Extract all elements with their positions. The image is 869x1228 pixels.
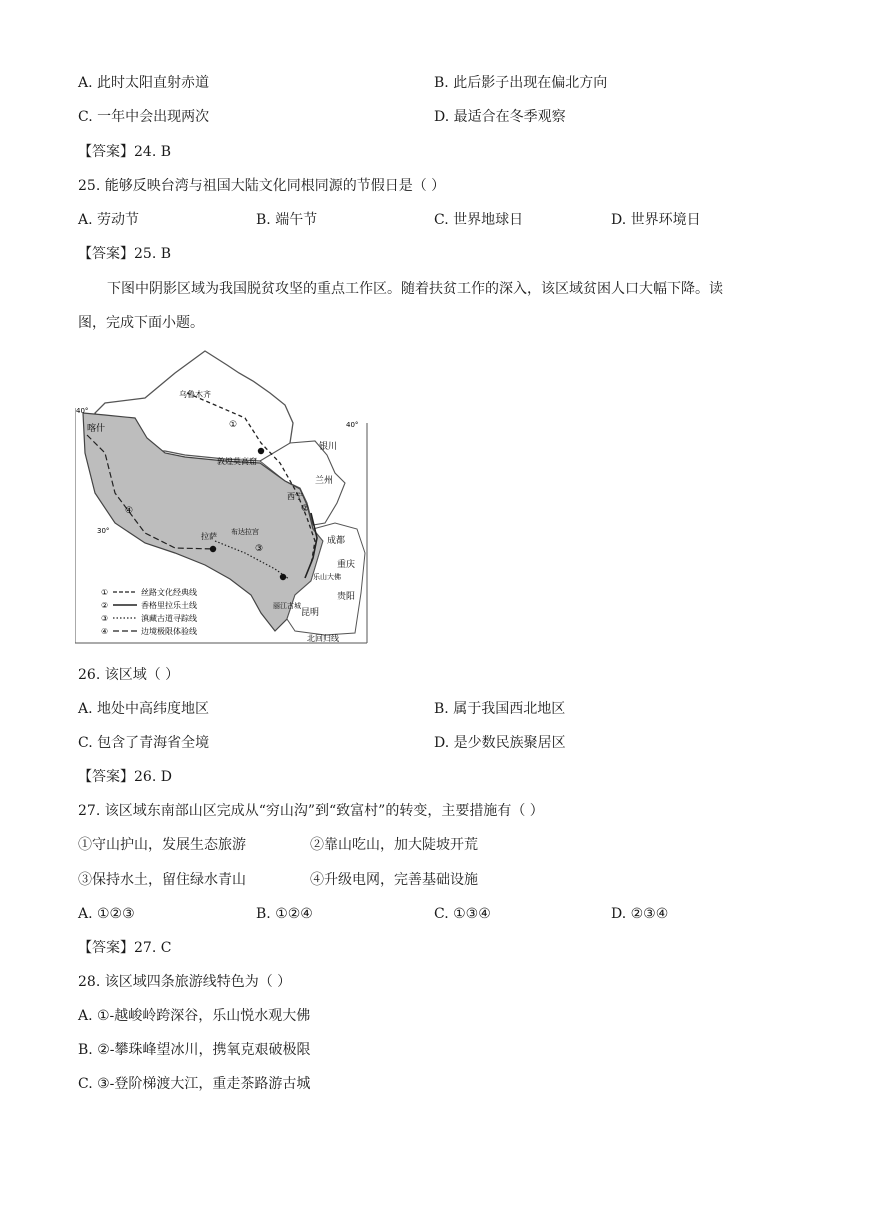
legend-label-3: 滇藏古道寻踪线 <box>141 614 197 623</box>
q27-answer: 【答案】27. C <box>78 940 172 956</box>
map-route-marker: ① <box>229 420 238 430</box>
q25-option-b: B. 端午节 <box>256 212 318 228</box>
legend-label-2: 香格里拉乐土线 <box>141 601 197 610</box>
map-route-marker: ③ <box>255 544 264 554</box>
q25-question: 25. 能够反映台湾与祖国大陆文化同根同源的节假日是（ ） <box>78 178 446 194</box>
map-route-marker: ② <box>301 504 310 514</box>
q27-measure-1: ①守山护山，发展生态旅游 <box>78 837 246 853</box>
q24-answer: 【答案】24. B <box>78 144 172 160</box>
map-label-potala: 布达拉宫 <box>231 528 259 536</box>
legend-label-4: 边境极限体验线 <box>141 627 197 636</box>
q24-option-c: C. 一年中会出现两次 <box>78 109 210 125</box>
q27-option-a: A. ①②③ <box>78 906 135 922</box>
map-label-kashgar: 喀什 <box>87 424 106 434</box>
q25-option-c: C. 世界地球日 <box>434 212 524 228</box>
q27-option-d: D. ②③④ <box>611 906 669 922</box>
map-latitude-label: 30° <box>97 527 110 535</box>
map-label-xining: 西宁 <box>287 492 303 501</box>
q27-question: 27. 该区域东南部山区完成从“穷山沟”到“致富村”的转变，主要措施有（ ） <box>78 803 544 819</box>
legend-num-4: ④ <box>101 627 109 636</box>
map-latitude-label: 40° <box>346 421 359 429</box>
map-label-lanzhou: 兰州 <box>315 476 334 486</box>
q25-option-a: A. 劳动节 <box>78 212 140 228</box>
intro-line-2: 图，完成下面小题。 <box>78 315 204 331</box>
intro-line-1: 下图中阴影区域为我国脱贫攻坚的重点工作区。随着扶贫工作的深入，该区域贫困人口大幅下降。读 <box>107 281 723 297</box>
legend-num-3: ③ <box>101 614 109 623</box>
q28-option-c: C. ③-登阶梯渡大江，重走茶路游古城 <box>78 1076 311 1092</box>
map-label-yinchuan: 银川 <box>319 442 338 452</box>
map-label-tropic: 北回归线 <box>307 634 339 643</box>
q27-option-c: C. ①③④ <box>434 906 491 922</box>
q27-measure-2: ②靠山吃山，加大陡坡开荒 <box>310 837 478 853</box>
q25-option-d: D. 世界环境日 <box>611 212 701 228</box>
q24-option-a: A. 此时太阳直射赤道 <box>78 75 210 91</box>
q28-option-b: B. ②-攀珠峰望冰川，携氧克艰破极限 <box>78 1042 311 1058</box>
map-label-chengdu: 成都 <box>327 536 346 546</box>
map-label-lijiang: 丽江古城 <box>273 602 301 610</box>
q24-option-d: D. 最适合在冬季观察 <box>434 109 566 125</box>
map-label-kunming: 昆明 <box>301 608 320 618</box>
map-label-guiyang: 贵阳 <box>337 592 356 602</box>
q24-option-b: B. 此后影子出现在偏北方向 <box>434 75 608 91</box>
q26-option-b: B. 属于我国西北地区 <box>434 701 566 717</box>
q28-question: 28. 该区域四条旅游线特色为（ ） <box>78 974 292 990</box>
map-latitude-label: 40° <box>76 407 89 415</box>
q25-answer: 【答案】25. B <box>78 246 172 262</box>
map-label-lhasa: 拉萨 <box>201 532 217 541</box>
map-label-leshan: 乐山大佛 <box>313 573 341 581</box>
map-label-dunhuang: 敦煌莫高窟 <box>217 457 257 466</box>
map-label-chongqing: 重庆 <box>337 560 356 570</box>
map-label-urumqi: 乌鲁木齐 <box>179 390 211 399</box>
legend-num-2: ② <box>101 601 109 610</box>
q26-option-a: A. 地处中高纬度地区 <box>78 701 210 717</box>
map-legend <box>101 587 197 636</box>
q26-option-c: C. 包含了青海省全境 <box>78 735 210 751</box>
q26-answer: 【答案】26. D <box>78 769 172 785</box>
q26-question: 26. 该区域（ ） <box>78 667 180 683</box>
q26-option-d: D. 是少数民族聚居区 <box>434 735 566 751</box>
legend-label-1: 丝路文化经典线 <box>141 588 197 597</box>
legend-num-1: ① <box>101 588 109 597</box>
q28-option-a: A. ①-越峻岭跨深谷，乐山悦水观大佛 <box>78 1008 311 1024</box>
map-route-marker: ④ <box>125 506 134 516</box>
q27-measure-3: ③保持水土，留住绿水青山 <box>78 872 246 888</box>
q27-option-b: B. ①②④ <box>256 906 313 922</box>
q27-measure-4: ④升级电网，完善基础设施 <box>310 872 478 888</box>
poverty-region-map <box>75 343 370 648</box>
